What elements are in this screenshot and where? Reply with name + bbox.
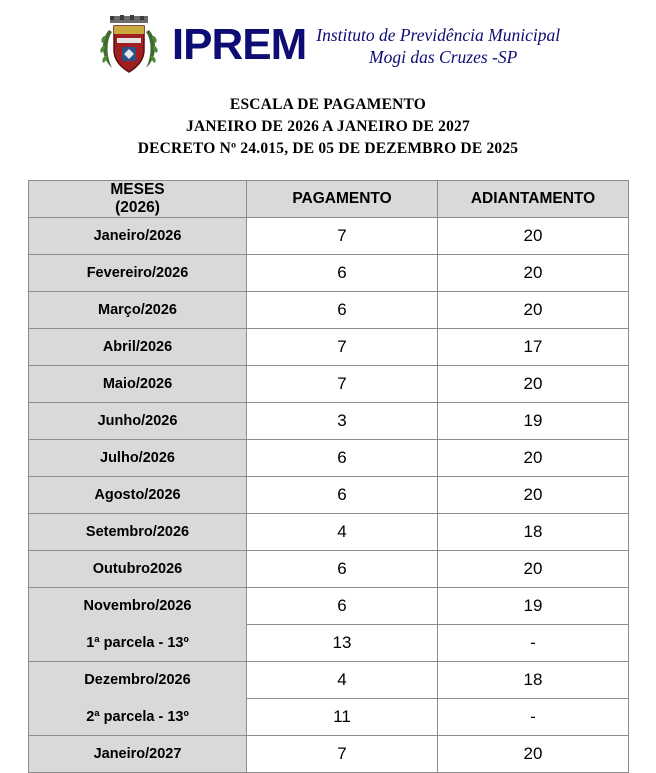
cell-payment: 6 [247,588,438,625]
cell-month: Novembro/2026 [29,588,247,625]
table-header-row [29,181,629,218]
cell-month: Outubro2026 [29,551,247,588]
cell-advance: 20 [438,292,629,329]
brand-title: IPREM [171,20,307,69]
cell-payment: 7 [247,736,438,773]
cell-payment: 6 [247,255,438,292]
table-row [29,440,629,477]
payment-schedule-table-wrap [28,180,628,773]
column-header-months-line2: (2026) [115,199,160,216]
table-row [29,403,629,440]
cell-month: Dezembro/2026 [29,662,247,699]
cell-month: Maio/2026 [29,366,247,403]
cell-payment: 7 [247,329,438,366]
cell-payment: 4 [247,514,438,551]
cell-month: Agosto/2026 [29,477,247,514]
column-header-months-line1: MESES [110,181,165,198]
cell-advance: - [438,699,629,736]
cell-advance: 19 [438,403,629,440]
cell-advance: 20 [438,551,629,588]
cell-payment: 6 [247,440,438,477]
cell-month: Janeiro/2026 [29,218,247,255]
cell-payment: 11 [247,699,438,736]
cell-month: Fevereiro/2026 [29,255,247,292]
column-header-advance: ADIANTAMENTO [438,181,629,218]
coat-of-arms-icon [96,14,162,76]
table-row [29,699,629,736]
cell-advance: 20 [438,477,629,514]
title-line-1: ESCALA DE PAGAMENTO [229,96,427,113]
cell-advance: 20 [438,440,629,477]
table-row [29,514,629,551]
cell-month: 1ª parcela - 13º [29,625,247,662]
title-line-2: JANEIRO DE 2026 A JANEIRO DE 2027 [186,118,470,135]
cell-advance: 20 [438,366,629,403]
column-header-payment: PAGAMENTO [247,181,438,218]
cell-advance: 20 [438,218,629,255]
title-line-3: DECRETO Nº 24.015, DE 05 DE DEZEMBRO DE 2025 [137,140,519,157]
cell-payment: 7 [247,218,438,255]
cell-month: Julho/2026 [29,440,247,477]
table-row [29,551,629,588]
cell-month: Junho/2026 [29,403,247,440]
cell-advance: 18 [438,514,629,551]
cell-advance: 17 [438,329,629,366]
brand-subtitle [316,21,560,69]
table-row [29,218,629,255]
table-row [29,588,629,625]
cell-payment: 4 [247,662,438,699]
payment-schedule-table [28,180,629,773]
cell-advance: 19 [438,588,629,625]
cell-advance: 18 [438,662,629,699]
table-body [29,218,629,773]
table-row [29,329,629,366]
page-title [0,94,656,160]
brand-subtitle-line2: Mogi das Cruzes -SP [369,47,518,67]
table-row [29,366,629,403]
table-row [29,255,629,292]
document-header [0,0,656,80]
cell-payment: 6 [247,292,438,329]
cell-payment: 3 [247,403,438,440]
cell-payment: 13 [247,625,438,662]
table-row [29,736,629,773]
table-row [29,625,629,662]
cell-advance: - [438,625,629,662]
table-row [29,477,629,514]
cell-payment: 6 [247,477,438,514]
brand-subtitle-line1: Instituto de Previdência Municipal [316,25,561,46]
cell-month: Setembro/2026 [29,514,247,551]
cell-month: Janeiro/2027 [29,736,247,773]
table-row [29,292,629,329]
cell-payment: 7 [247,366,438,403]
cell-advance: 20 [438,736,629,773]
cell-advance: 20 [438,255,629,292]
table-row [29,662,629,699]
cell-month: 2ª parcela - 13º [29,699,247,736]
cell-month: Abril/2026 [29,329,247,366]
column-header-months [29,181,247,218]
cell-payment: 6 [247,551,438,588]
cell-month: Março/2026 [29,292,247,329]
